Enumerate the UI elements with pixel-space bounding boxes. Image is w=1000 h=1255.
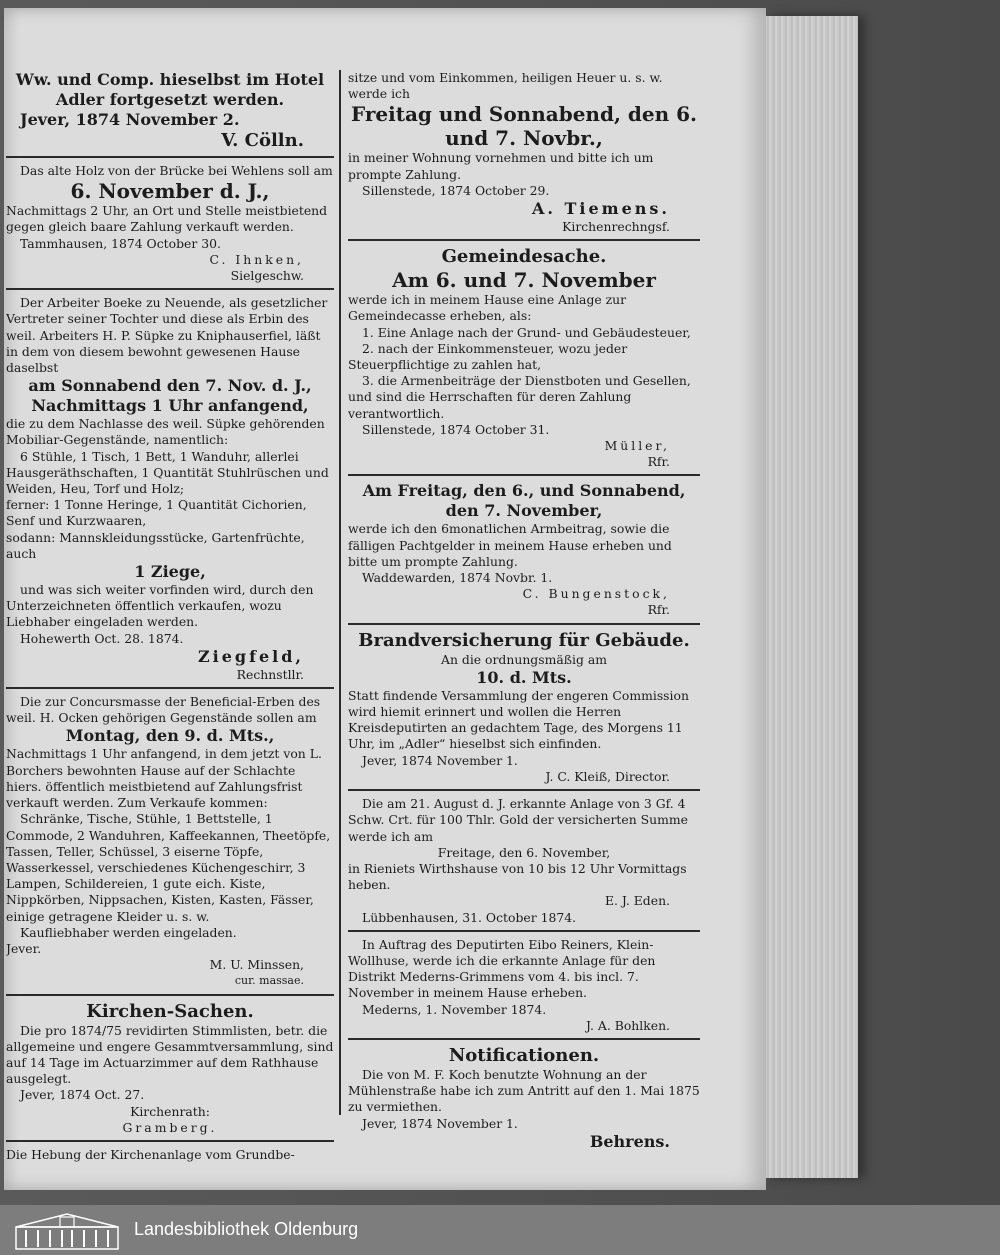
cont-line-2: werde ich (348, 86, 410, 102)
library-name: Landesbibliothek Oldenburg (134, 1219, 359, 1239)
anlage-body-1: Die am 21. August d. J. erkannte Anlage von 3 Gf. 4 Schw. Crt. für 100 Thlr. Gold der versicherten Summe werde ich am (348, 796, 688, 844)
top-date: Jever, 1874 November 2. (20, 110, 240, 129)
gemeinde-date: Am 6. und 7. November (392, 268, 656, 293)
library-building-logo (12, 1211, 122, 1251)
armen-head-1: Am Freitag, den 6., und Sonnabend, (362, 481, 686, 501)
anlage-place: Lübbenhausen, 31. October 1874. (362, 909, 577, 925)
gemeinde-item-3: 3. die Armenbeiträge der Dienstboten und Gesellen, und sind die Herrschaften für deren Zahlung verantwortlich. (348, 373, 691, 421)
gemeinde-intro: werde ich in meinem Hause eine Anlage zur Gemeindecasse erheben, als: (348, 292, 627, 324)
cont-name: A. Tiemens. (531, 199, 670, 219)
brand-place: Jever, 1874 November 1. (362, 752, 518, 768)
cont-body: in meiner Wohnung vornehmen und bitte ich um prompte Zahlung. (348, 150, 654, 182)
rule (6, 687, 334, 689)
brand-intro: An die ordnungsmäßig am (441, 651, 607, 667)
top-line-2: Adler fortgesetzt werden. (55, 90, 285, 109)
rule (6, 156, 334, 158)
boeke-intro: Der Arbeiter Boeke zu Neuende, als gesetzlicher Vertreter seiner Tochter und diese als Erbin des weil. Arbeiters H. P. Süpke zu Kniphauserfiel, läßt in dem von diesem bewohnt gewesenen Hause daselbst (6, 295, 328, 376)
cont-date-1: Freitag und Sonnabend, den 6. (351, 102, 697, 127)
rule (6, 288, 334, 290)
brand-date: 10. d. Mts. (476, 667, 572, 687)
top-signature: V. Cölln. (221, 130, 304, 151)
concurs-date: Montag, den 9. d. Mts., (65, 726, 275, 746)
boeke-title: Rechnstllr. (236, 666, 304, 682)
rule (348, 623, 700, 625)
notif-name: Behrens. (589, 1131, 670, 1151)
kirchen-heading: Kirchen-Sachen. (86, 1000, 254, 1022)
top-line-1: Ww. und Comp. hieselbst im Hotel (15, 70, 325, 89)
left-bottom-line: Die Hebung der Kirchenanlage vom Grundbe- (6, 1146, 295, 1162)
gemeinde-name: Müller, (604, 438, 670, 454)
gemeinde-item-1: 1. Eine Anlage nach der Grund- und Gebäudesteuer, (362, 324, 691, 340)
reiners-place: Mederns, 1. November 1874. (362, 1001, 547, 1017)
cont-date-2: und 7. Novbr., (445, 126, 603, 151)
brand-heading: Brandversicherung für Gebäude. (358, 629, 690, 651)
gemeinde-item-2: 2. nach der Einkommensteuer, wozu jeder Steuerpflichtige zu zahlen hat, (348, 340, 628, 373)
concurs-name: M. U. Minssen, (209, 957, 304, 973)
boeke-desc: die zu dem Nachlasse des weil. Süpke gehörenden Mobiliar-Gegenstände, namentlich: (6, 416, 325, 448)
brand-body: Statt findende Versammlung der engeren Commission wird hiemit erinnert und wollen die Herren Kreisdeputirten an gedachtem Tage, des Morgens 11 Uhr, im „Adler“ hieselbst sich einfinden. (348, 687, 689, 752)
boeke-date: am Sonnabend den 7. Nov. d. J., (28, 376, 312, 396)
holz-place: Tammhausen, 1874 October 30. (20, 235, 221, 251)
anlage-body-2: in Rieniets Wirthshause von 10 bis 12 Uhr Vormittags heben. (348, 860, 687, 893)
rule (6, 1140, 334, 1142)
concurs-title: cur. massae. (234, 974, 304, 988)
cont-title: Kirchenrechngsf. (562, 219, 670, 235)
rule (348, 239, 700, 241)
kirchen-name: Gramberg. (122, 1119, 218, 1135)
brand-sign: J. C. Kleiß, Director. (545, 768, 670, 784)
armen-title: Rfr. (647, 602, 670, 618)
holz-title: Sielgeschw. (230, 268, 304, 284)
cont-place: Sillenstede, 1874 October 29. (362, 182, 550, 198)
anlage-name: E. J. Eden. (604, 893, 670, 909)
boeke-sodann: sodann: Mannskleidungsstücke, Gartenfrüchte, auch (6, 529, 305, 561)
rule (348, 474, 700, 476)
reiners-body: In Auftrag des Deputirten Eibo Reiners, Klein-Wollhuse, werde ich die erkannte Anlage für den Distrikt Mederns-Grimmens vom 4. bis incl. 7. November in meinem Hause erheben. (348, 936, 656, 1001)
kirchen-place: Jever, 1874 Oct. 27. (20, 1087, 145, 1103)
kirchen-org: Kirchenrath: (130, 1103, 210, 1119)
holz-name: C. Ihnken, (209, 251, 304, 267)
concurs-body: Nachmittags 1 Uhr anfangend, in dem jetzt von L. Borchers bewohnten Hause auf der Schlachte hiers. öffentlich meistbietend auf Zahlungsfrist verkauft werden. Zum Verkaufe kommen: (6, 746, 322, 811)
concurs-intro: Die zur Concursmasse der Beneficial-Erben des weil. H. Ocken gehörigen Gegenstände sollen am (6, 694, 321, 726)
concurs-closing: Kaufliebhaber werden eingeladen. (20, 924, 237, 940)
holz-intro: Das alte Holz von der Brücke bei Wehlens soll am (20, 163, 333, 178)
boeke-time: Nachmittags 1 Uhr anfangend, (31, 396, 309, 416)
right-column (348, 70, 700, 1195)
boeke-items: 6 Stühle, 1 Tisch, 1 Bett, 1 Wanduhr, allerlei Hausgeräthschaften, 1 Quantität Stuhlrüschen und Weiden, Heu, Torf und Holz; (6, 448, 329, 497)
armen-place: Waddewarden, 1874 Novbr. 1. (362, 570, 553, 586)
notif-heading: Notificationen. (448, 1044, 600, 1066)
page-edge (766, 16, 858, 1178)
gemeinde-heading: Gemeindesache. (441, 246, 607, 268)
library-footer (0, 1205, 1000, 1255)
rule (6, 994, 334, 996)
boeke-rest: und was sich weiter vorfinden wird, durch den Unterzeichneten öffentlich verkaufen, wozu Liebhaber eingeladen werden. (6, 582, 314, 630)
cont-line-1: sitze und vom Einkommen, heiligen Heuer u. s. w. (348, 70, 663, 85)
boeke-place: Hohewerth Oct. 28. 1874. (20, 630, 184, 646)
rule (348, 789, 700, 791)
gemeinde-place: Sillenstede, 1874 October 31. (362, 421, 550, 437)
boeke-ferner: ferner: 1 Tonne Heringe, 1 Quantität Cichorien, Senf und Kurzwaaren, (6, 497, 307, 529)
rule (348, 1038, 700, 1040)
reiners-name: J. A. Bohlken. (586, 1017, 670, 1033)
boeke-ziege: 1 Ziege, (134, 562, 206, 582)
concurs-place: Jever. (6, 940, 42, 956)
armen-name: C. Bungenstock, (522, 586, 670, 602)
anlage-date: Freitage, den 6. November, (437, 844, 611, 860)
left-column (6, 70, 334, 1195)
column-divider (339, 70, 341, 1115)
boeke-name: Ziegfeld, (197, 646, 304, 666)
armen-body: werde ich den 6monatlichen Armbeitrag, sowie die fälligen Pachtgelder in meinem Hause erheben und bitte um prompte Zahlung. (348, 521, 672, 569)
concurs-items: Schränke, Tische, Stühle, 1 Bettstelle, 1 Commode, 2 Wanduhren, Kaffeekannen, Theetöpfe, Tassen, Teller, Schüssel, 3 eiserne Töpfe, Wasserkessel, verschiedenes Küchengeschirr, 3 Lampen, Schildereien, 1 gute eich. Kiste, Nippkörben, Nippsachen, Kisten, Kasten, Fässer, einige getragene Kleider u. s. w. (6, 811, 331, 924)
rule (348, 930, 700, 932)
gemeinde-title: Rfr. (647, 454, 670, 470)
notif-place: Jever, 1874 November 1. (362, 1115, 518, 1131)
kirchen-body: Die pro 1874/75 revidirten Stimmlisten, betr. die allgemeine und engere Gesammtversammlung, sind auf 14 Tage im Actuarzimmer auf dem Rathhause ausgelegt. (6, 1022, 334, 1087)
holz-body: Nachmittags 2 Uhr, an Ort und Stelle meistbietend gegen gleich baare Zahlung verkauft werden. (6, 203, 328, 235)
holz-date: 6. November d. J., (70, 179, 270, 204)
notif-body: Die von M. F. Koch benutzte Wohnung an der Mühlenstraße habe ich zum Antritt auf den 1. Mai 1875 zu vermiethen. (348, 1066, 700, 1115)
armen-head-2: den 7. November, (445, 501, 603, 521)
